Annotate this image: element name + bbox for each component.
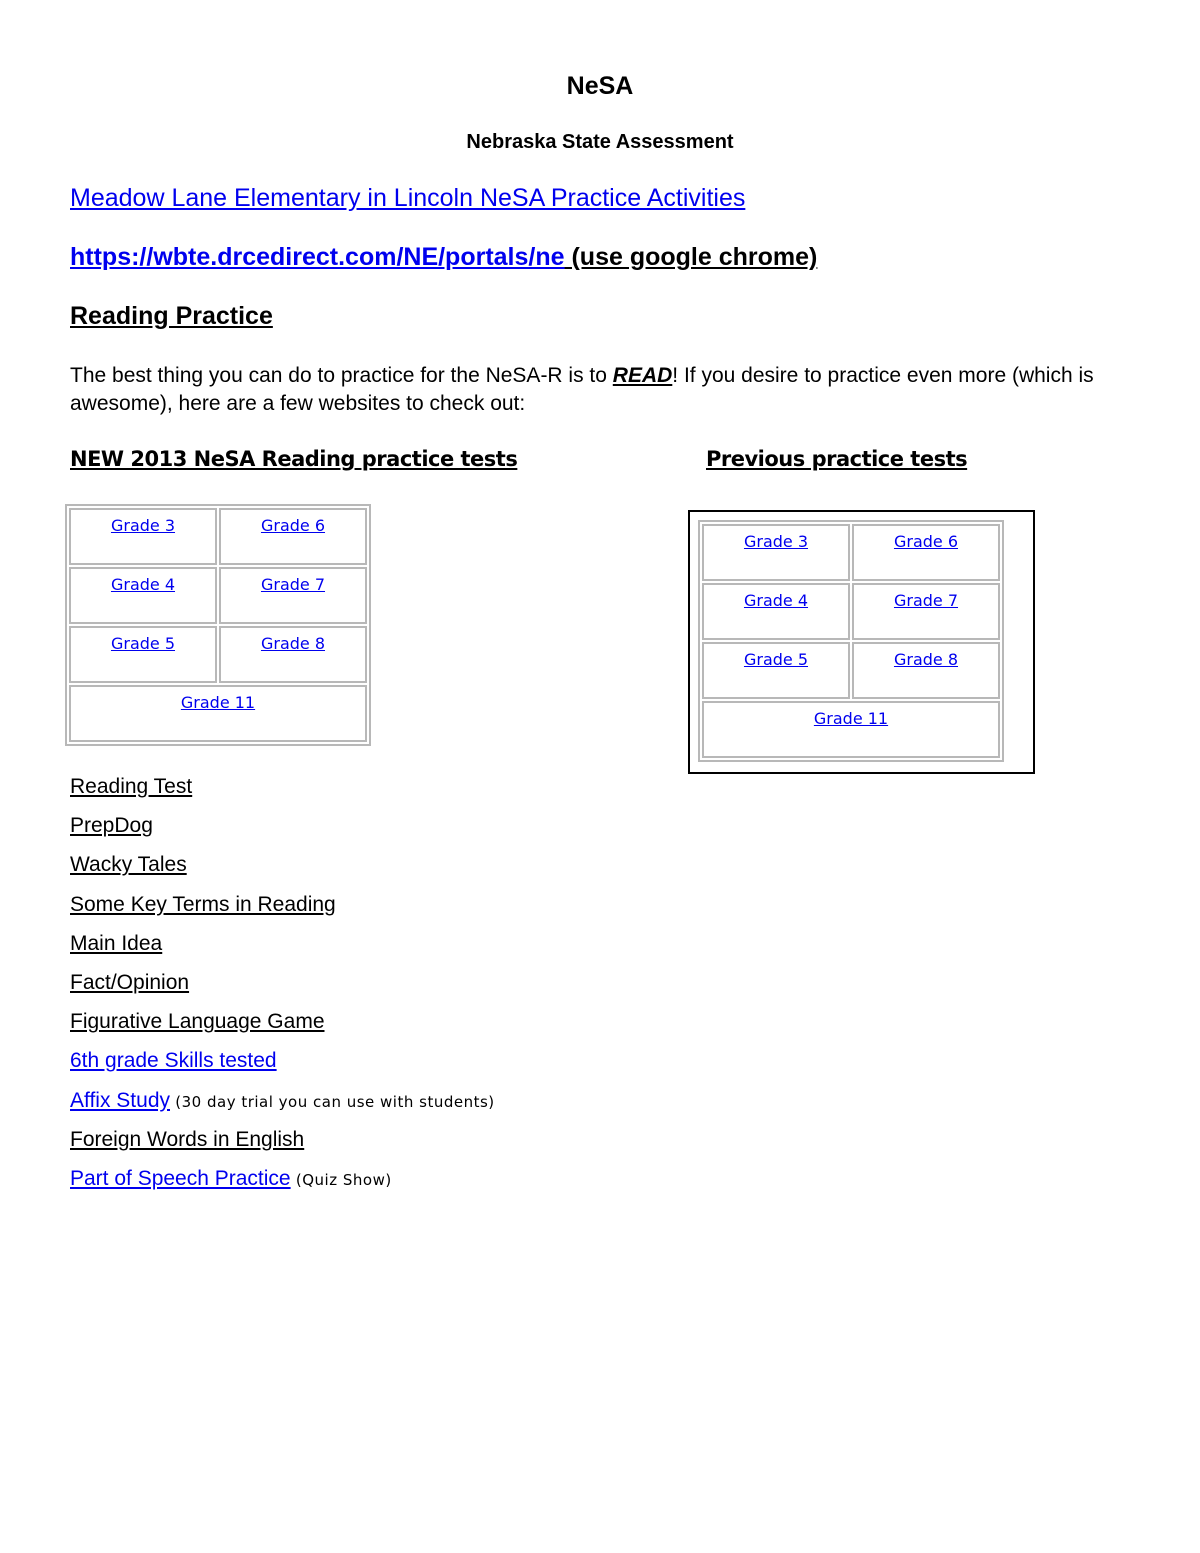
prev-grade-5-link[interactable]: Grade 5	[743, 650, 809, 669]
prev-grade-11-link[interactable]: Grade 11	[813, 709, 889, 728]
new-tests-table	[65, 504, 371, 746]
grade-cell	[702, 583, 850, 640]
list-item	[70, 929, 495, 968]
resource-list	[70, 772, 495, 1203]
reading-test-link[interactable]: Reading Test	[70, 775, 193, 798]
key-terms-link[interactable]: Some Key Terms in Reading	[70, 892, 336, 916]
prev-grade-8-link[interactable]: Grade 8	[893, 650, 959, 669]
list-item	[70, 772, 495, 811]
prev-grade-6-link[interactable]: Grade 6	[893, 532, 959, 551]
grade-cell	[69, 685, 367, 742]
list-item	[70, 811, 495, 850]
portal-note: (use google chrome)	[564, 243, 818, 271]
previous-tests-table	[698, 520, 1004, 762]
grade-cell	[69, 508, 217, 565]
new-grade-8-link[interactable]: Grade 8	[260, 634, 326, 653]
list-item	[70, 1007, 495, 1046]
fact-opinion-link[interactable]: Fact/Opinion	[70, 970, 190, 994]
new-grade-4-link[interactable]: Grade 4	[110, 575, 176, 594]
previous-tests-heading: Previous practice tests	[706, 447, 968, 471]
affix-study-link[interactable]: Affix Study	[70, 1088, 170, 1112]
page-subtitle: Nebraska State Assessment	[466, 131, 734, 153]
new-grade-6-link[interactable]: Grade 6	[260, 516, 326, 535]
new-grade-7-link[interactable]: Grade 7	[260, 575, 326, 594]
sixth-grade-skills-link[interactable]: 6th grade Skills tested	[70, 1049, 277, 1073]
grade-cell	[702, 524, 850, 581]
part-of-speech-link[interactable]: Part of Speech Practice	[70, 1166, 291, 1190]
list-item	[70, 850, 495, 889]
new-tests-heading: NEW 2013 NeSA Reading practice tests	[70, 447, 518, 471]
main-idea-link[interactable]: Main Idea	[70, 931, 163, 955]
grade-cell	[702, 642, 850, 699]
affix-study-note: (30 day trial you can use with students)	[170, 1092, 495, 1111]
new-grade-11-link[interactable]: Grade 11	[180, 693, 256, 712]
grade-cell	[852, 524, 1000, 581]
portal-link[interactable]: https://wbte.drcedirect.com/NE/portals/ne	[70, 243, 565, 271]
figurative-language-link[interactable]: Figurative Language Game	[70, 1010, 325, 1034]
reading-practice-heading: Reading Practice	[70, 302, 273, 330]
list-item	[70, 890, 495, 929]
page-title: NeSA	[566, 72, 634, 100]
prepdog-link[interactable]: PrepDog	[70, 814, 153, 838]
grade-cell	[219, 508, 367, 565]
grade-cell	[852, 583, 1000, 640]
part-of-speech-note: (Quiz Show)	[290, 1170, 392, 1189]
grade-cell	[69, 567, 217, 624]
new-grade-3-link[interactable]: Grade 3	[110, 516, 176, 535]
prev-grade-3-link[interactable]: Grade 3	[743, 532, 809, 551]
intro-emphasis: READ	[612, 364, 673, 387]
portal-line	[70, 243, 817, 272]
list-item	[70, 1046, 495, 1085]
school-practice-link[interactable]: Meadow Lane Elementary in Lincoln NeSA Practice Activities	[70, 184, 746, 212]
prev-grade-4-link[interactable]: Grade 4	[743, 591, 809, 610]
foreign-words-link[interactable]: Foreign Words in English	[70, 1127, 305, 1151]
list-item	[70, 968, 495, 1007]
list-item	[70, 1164, 495, 1203]
list-item	[70, 1125, 495, 1164]
intro-text-before: The best thing you can do to practice for the NeSA-R is to	[70, 364, 613, 387]
new-grade-5-link[interactable]: Grade 5	[110, 634, 176, 653]
intro-text-after: ! If you desire to practice even more (which is awesome), here are a few websites to check out:	[70, 364, 1094, 415]
prev-grade-7-link[interactable]: Grade 7	[893, 591, 959, 610]
wacky-tales-link[interactable]: Wacky Tales	[70, 853, 187, 877]
intro-paragraph	[70, 362, 1110, 418]
grade-cell	[69, 626, 217, 683]
list-item	[70, 1086, 495, 1125]
grade-cell	[702, 701, 1000, 758]
grade-cell	[219, 567, 367, 624]
grade-cell	[852, 642, 1000, 699]
grade-cell	[219, 626, 367, 683]
